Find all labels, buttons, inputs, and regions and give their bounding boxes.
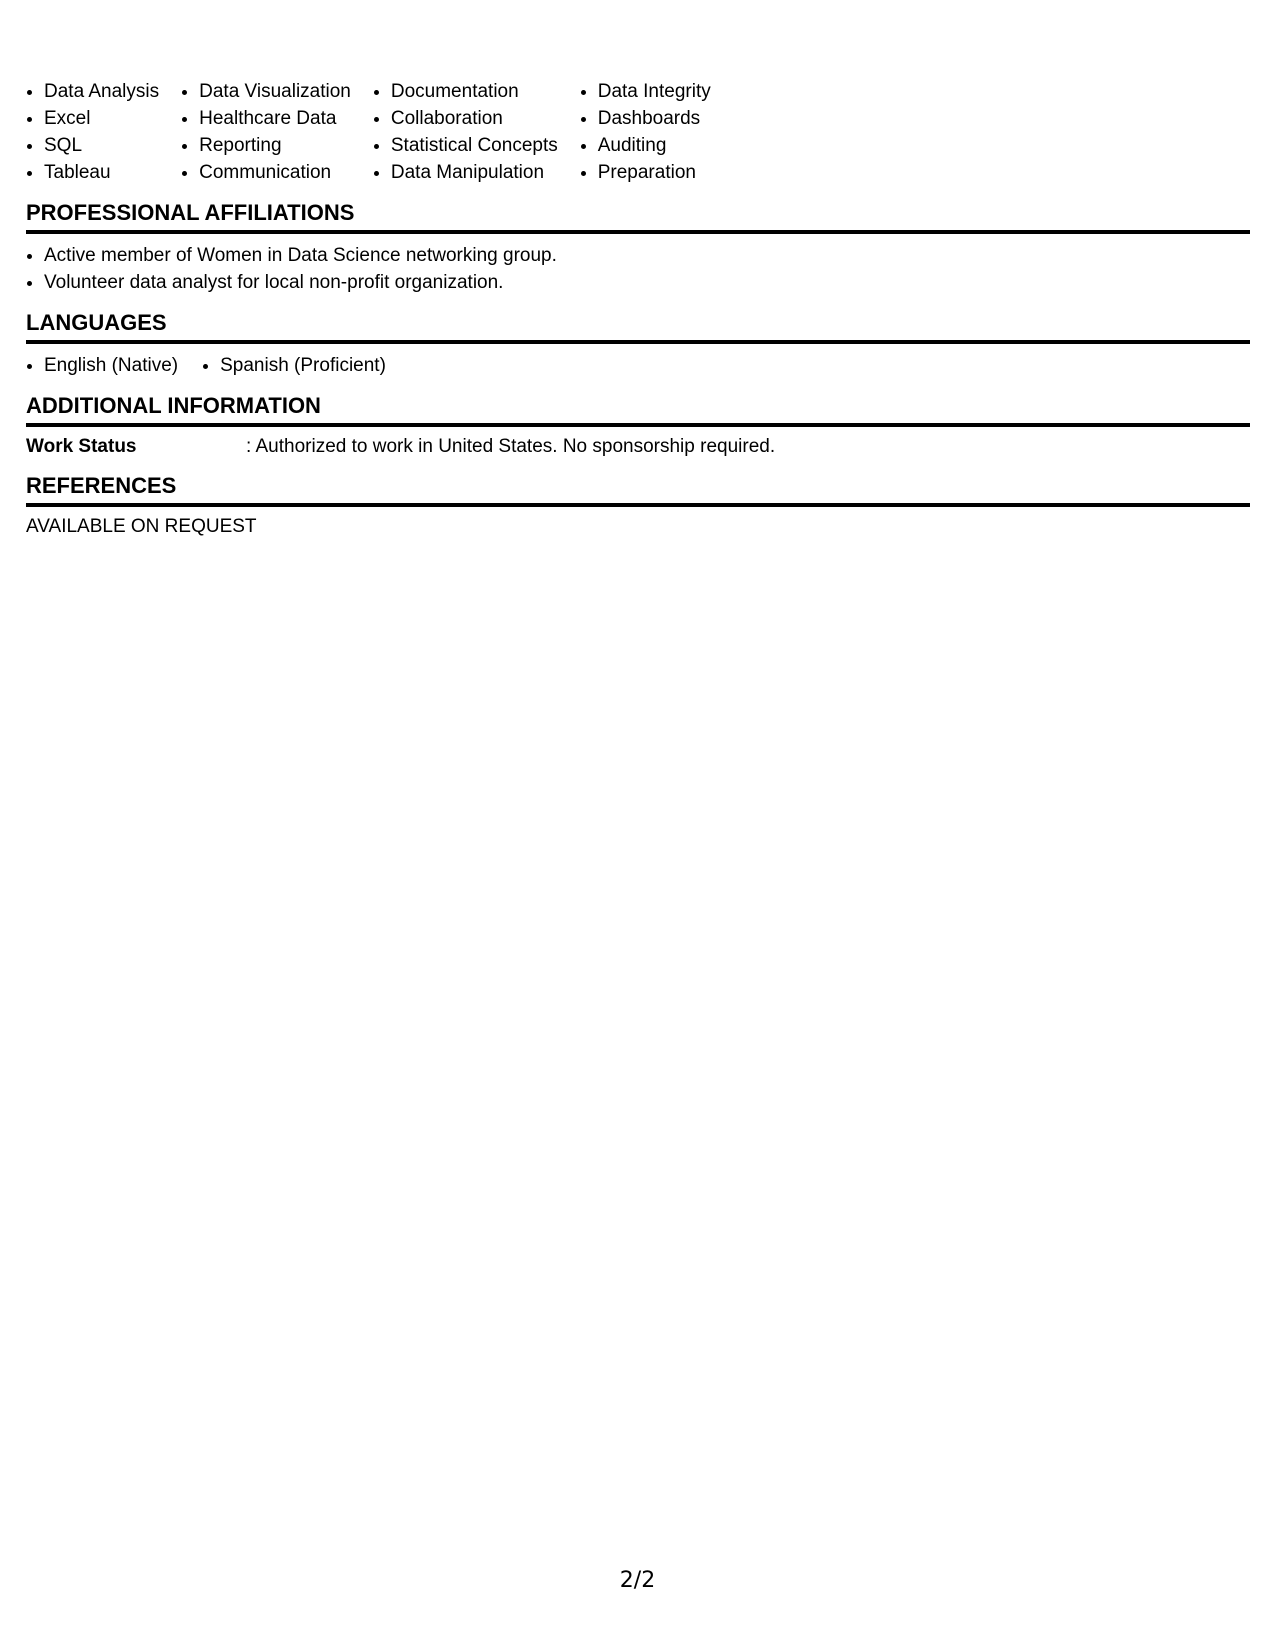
skill-item: • Documentation [391,78,558,105]
section-title: REFERENCES [26,473,1250,507]
skill-item: • Communication [199,159,351,186]
skill-item: • Collaboration [391,105,558,132]
section-title: LANGUAGES [26,310,1250,344]
skill-item: • Preparation [598,159,711,186]
skill-item: • Dashboards [598,105,711,132]
additional-info-section [26,393,1250,459]
skills-column-1 [26,78,159,186]
skill-item: • Auditing [598,132,711,159]
skill-item: • Excel [44,105,159,132]
skills-column-2 [181,78,351,186]
skill-item: • Data Analysis [44,78,159,105]
languages-list [26,352,1250,379]
section-title: PROFESSIONAL AFFILIATIONS [26,200,1250,234]
skill-item: • Tableau [44,159,159,186]
skill-item: • Data Manipulation [391,159,558,186]
language-item: • English (Native) [44,352,178,379]
skill-item: • Data Visualization [199,78,351,105]
skill-item: • Data Integrity [598,78,711,105]
affiliations-section [26,200,1250,296]
language-item: • Spanish (Proficient) [220,352,386,379]
skill-item: • Reporting [199,132,351,159]
work-status-label: Work Status [26,436,137,457]
affiliations-list [26,242,1250,296]
skills-column-3 [373,78,558,186]
skill-item: • Statistical Concepts [391,132,558,159]
skill-item: • SQL [44,132,159,159]
page-number: 2/2 [619,1568,656,1593]
languages-section [26,310,1250,379]
skills-column-4 [580,78,711,186]
work-status-row [26,435,1250,459]
references-section [26,473,1250,539]
resume-page [26,78,1250,539]
list-item: • Volunteer data analyst for local non-profit organization. [44,269,1250,296]
list-item: • Active member of Women in Data Science networking group. [44,242,1250,269]
work-status-value: : Authorized to work in United States. No sponsorship required. [246,436,776,457]
skill-item: • Healthcare Data [199,105,351,132]
skills-grid [26,78,1250,186]
references-text: AVAILABLE ON REQUEST [26,516,257,537]
section-title: ADDITIONAL INFORMATION [26,393,1250,427]
